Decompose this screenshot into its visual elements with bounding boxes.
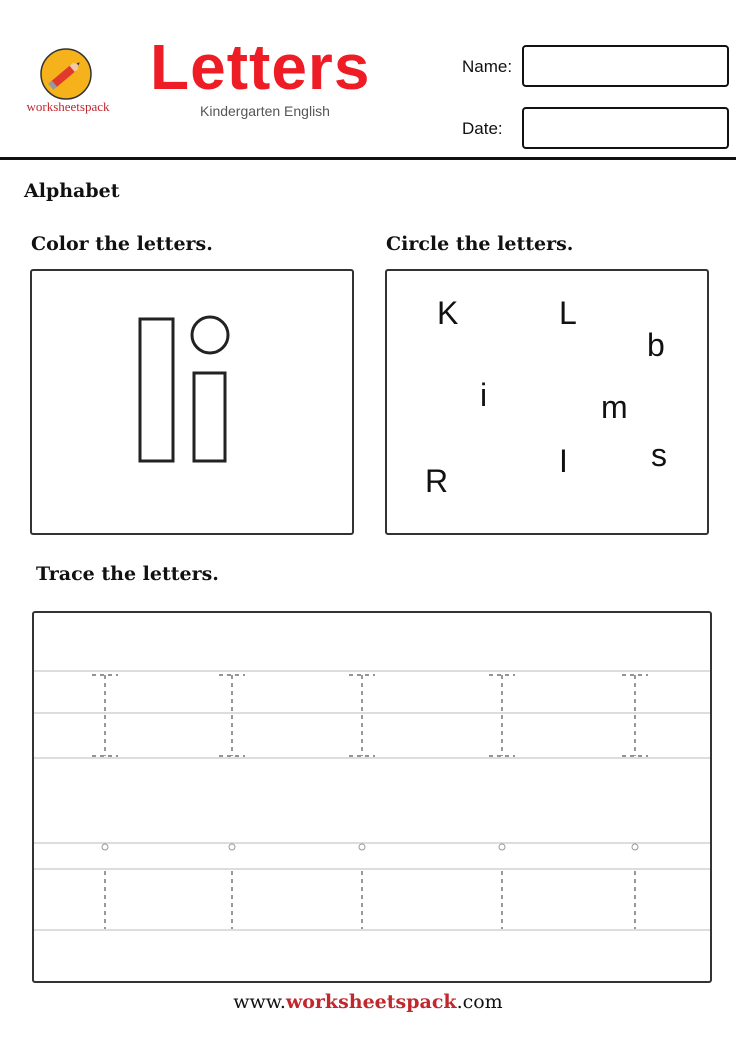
brand-name: worksheetspack xyxy=(26,99,110,114)
header-divider xyxy=(0,157,736,160)
page-title: Letters xyxy=(150,31,371,103)
circle-letter[interactable]: b xyxy=(647,327,665,363)
circle-letter[interactable]: K xyxy=(437,295,459,331)
name-field[interactable] xyxy=(522,45,729,87)
trace-lowercase-dot xyxy=(499,844,505,850)
circle-letter[interactable]: I xyxy=(559,443,568,479)
section-title: Alphabet xyxy=(24,180,120,202)
circle-panel xyxy=(385,269,709,535)
date-field[interactable] xyxy=(522,107,729,149)
footer-highlight: worksheetspack xyxy=(285,991,457,1013)
trace-panel[interactable] xyxy=(32,611,712,983)
trace-lowercase-dot xyxy=(229,844,235,850)
page-subtitle: Kindergarten English xyxy=(200,103,330,119)
color-panel[interactable] xyxy=(30,269,354,535)
pencil-logo-icon xyxy=(40,48,92,100)
tracing-guides xyxy=(34,613,710,981)
footer-suffix: .com xyxy=(456,991,503,1013)
date-label: Date: xyxy=(462,119,503,138)
trace-lowercase-dot xyxy=(102,844,108,850)
footer-url[interactable] xyxy=(0,991,736,1013)
trace-lowercase-dot xyxy=(632,844,638,850)
circle-letter[interactable]: m xyxy=(601,389,628,425)
circle-letter[interactable]: R xyxy=(425,463,449,499)
circle-instruction: Circle the letters. xyxy=(386,233,574,255)
outline-letters-art xyxy=(32,271,352,533)
trace-lowercase-dot xyxy=(359,844,365,850)
name-label: Name: xyxy=(462,57,513,76)
color-instruction: Color the letters. xyxy=(31,233,213,255)
trace-instruction: Trace the letters. xyxy=(36,563,219,585)
circle-letter[interactable]: L xyxy=(559,295,577,331)
circle-letter[interactable]: i xyxy=(480,377,488,413)
circle-letter[interactable]: s xyxy=(651,437,667,473)
footer-prefix: www. xyxy=(233,991,286,1013)
